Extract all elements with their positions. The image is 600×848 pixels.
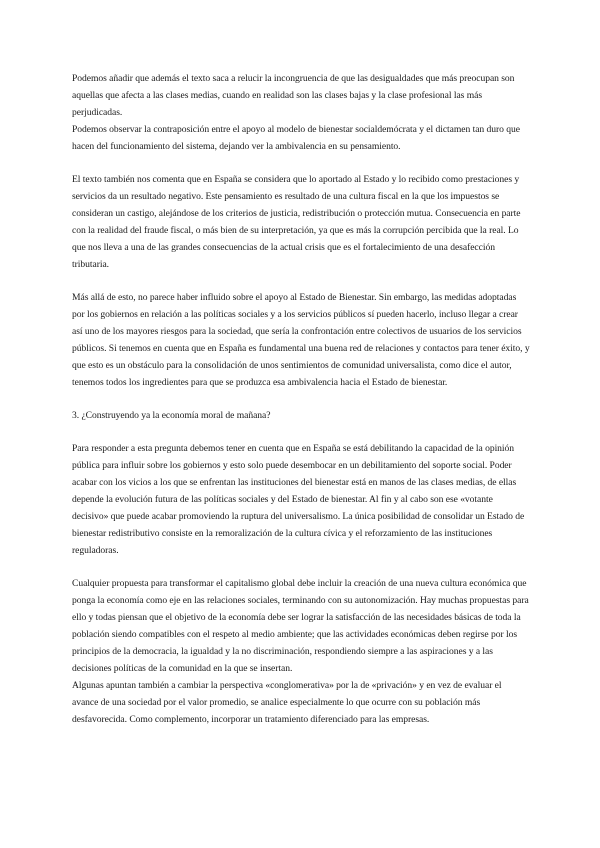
- paragraph: Más allá de esto, no parece haber influido sobre el apoyo al Estado de Bienestar. Sin embargo, las medidas adoptadas por los gobiernos en relación a las políticas sociales y a los servicios públicos sí pueden hacerlo, incluso llegar a crear así uno de los mayores riesgos para la sociedad, que sería la confrontación entre colectivos de usuarios de los servicios públicos. Si tenemos en cuenta que en España es fundamental una buena red de relaciones y contactos para tener éxito, y que esto es un obstáculo para la consolidación de unos sentimientos de comunidad universalista, como dice el autor, tenemos todos los ingredientes para que se produzca esa ambivalencia hacia el Estado de bienestar.: [72, 292, 530, 388]
- paragraph: Algunas apuntan también a cambiar la perspectiva «conglomerativa» por la de «privación» y en vez de evaluar el avance de una sociedad por el valor promedio, se analice especialmente lo que ocurre con su población más desfavorecida. Como complemento, incorporar un tratamiento diferenciado para las empresas.: [72, 680, 502, 725]
- paragraph: Podemos añadir que además el texto saca a relucir la incongruencia de que las desigualdades que más preocupan son aquellas que afecta a las clases medias, cuando en realidad son las clases bajas y la clase profesional las más perjudicadas.: [72, 73, 515, 118]
- paragraph-spacer: [72, 273, 530, 289]
- paragraph: Para responder a esta pregunta debemos tener en cuenta que en España se está debilitando la capacidad de la opinión pública para influir sobre los gobiernos y esto solo puede desembocar en un debilitamiento del soporte social. Poder acabar con los vicios a los que se enfrentan las instituciones del bienestar está en manos de las clases medias, de ellas depende la evolución futura de las políticas sociales y del Estado de bienestar. Al fin y al cabo son ese «votante decisivo» que puede acabar promoviendo la ruptura del universalismo. La única posibilidad de consolidar un Estado de bienestar redistributivo consiste en la remoralización de la cultura cívica y el reforzamiento de las instituciones reguladoras.: [72, 443, 525, 556]
- paragraph-spacer: [72, 424, 530, 440]
- paragraph: Podemos observar la contraposición entre el apoyo al modelo de bienestar socialdemócrata y el dictamen tan duro que hacen del funcionamiento del sistema, dejando ver la ambivalencia en su pensamiento.: [72, 124, 520, 152]
- paragraph: Cualquier propuesta para transformar el capitalismo global debe incluir la creación de una nueva cultura económica que ponga la economía como eje en las relaciones sociales, terminando con su autonomización. Hay muchas propuestas para ello y todas piensan que el objetivo de la economía debe ser lograr la satisfacción de las necesidades básicas de toda la población siendo compatibles con el respeto al medio ambiente; que las actividades económicas deben regirse por los principios de la democracia, la igualdad y la no discriminación, respondiendo siempre a las aspiraciones y a las decisiones políticas de la comunidad en la que se insertan.: [72, 578, 529, 674]
- section-heading: 3. ¿Construyendo ya la economía moral de mañana?: [72, 410, 271, 421]
- paragraph: El texto también nos comenta que en España se considera que lo aportado al Estado y lo recibido como prestaciones y servicios da un resultado negativo. Este pensamiento es resultado de una cultura fiscal en la que los impuestos se consideran un castigo, alejándose de los criterios de justicia, redistribución o protección mutua. Consecuencia en parte con la realidad del fraude fiscal, o más bien de su interpretación, ya que es más la corrupción percibida que la real. Lo que nos lleva a una de las grandes consecuencias de la actual crisis que es el fortalecimiento de una desafección tributaria.: [72, 174, 521, 270]
- paragraph-spacer: [72, 559, 530, 575]
- document-body: [72, 70, 530, 728]
- paragraph-spacer: [72, 155, 530, 171]
- paragraph-spacer: [72, 391, 530, 407]
